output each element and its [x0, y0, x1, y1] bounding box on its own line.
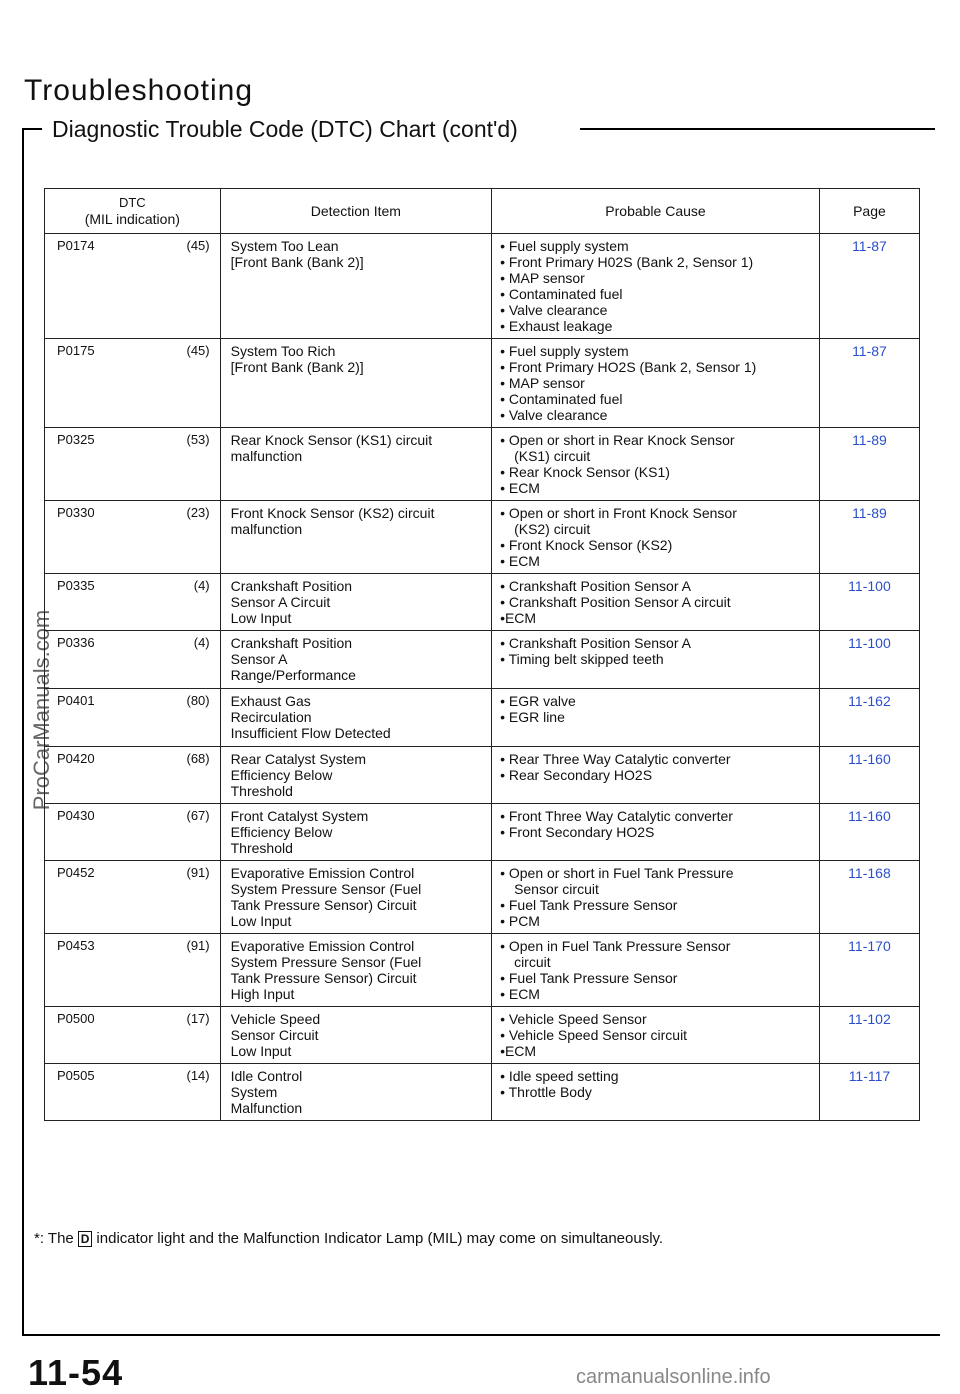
table-row	[45, 234, 920, 339]
probable-cause-line: • Vehicle Speed Sensor circuit	[500, 1027, 688, 1043]
detection-item-line: malfunction	[230, 448, 303, 464]
detection-item-cell	[220, 234, 491, 339]
probable-cause-line: • Contaminated fuel	[500, 391, 623, 407]
probable-cause-line: • Vehicle Speed Sensor	[500, 1011, 647, 1027]
probable-cause-line: • Fuel supply system	[500, 238, 629, 254]
detection-item-line: Tank Pressure Sensor) Circuit	[230, 970, 417, 986]
probable-cause-line: • Crankshaft Position Sensor A	[500, 635, 691, 651]
detection-item-line: Sensor A Circuit	[230, 594, 331, 610]
probable-cause-line: • Contaminated fuel	[500, 286, 623, 302]
dtc-code: P0335	[57, 578, 95, 593]
table-row	[45, 1064, 920, 1121]
table-header-row	[45, 189, 920, 234]
page-reference: 11-89	[819, 501, 919, 574]
dtc-code: P0452	[57, 865, 95, 880]
page-title: Troubleshooting	[24, 74, 254, 107]
page-reference: 11-162	[819, 689, 919, 747]
mil-indication: (17)	[186, 1011, 210, 1026]
probable-cause-line: • Crankshaft Position Sensor A	[500, 578, 691, 594]
detection-item-cell	[220, 747, 491, 804]
detection-item-line: System Too Rich	[230, 343, 336, 359]
probable-cause-line: • EGR line	[500, 709, 565, 725]
detection-item-cell	[220, 339, 491, 428]
frame-bottom-rule	[22, 1334, 940, 1336]
subtitle-rule-right	[580, 128, 935, 130]
probable-cause-line: circuit	[514, 954, 551, 970]
dtc-code: P0401	[57, 693, 95, 708]
page-reference: 11-87	[819, 339, 919, 428]
page-reference: 11-170	[819, 934, 919, 1007]
probable-cause-line: • Rear Knock Sensor (KS1)	[500, 464, 670, 480]
detection-item-line: Efficiency Below	[230, 824, 333, 840]
probable-cause-cell	[492, 1064, 820, 1121]
probable-cause-cell	[492, 747, 820, 804]
dtc-code-cell	[45, 934, 221, 1007]
probable-cause-line: • ECM	[500, 480, 540, 496]
detection-item-line: Sensor A	[230, 651, 288, 667]
probable-cause-line: Sensor circuit	[514, 881, 599, 897]
mil-indication: (14)	[186, 1068, 210, 1083]
header-cause: Probable Cause	[492, 189, 820, 234]
detection-item-line: Low Input	[230, 1043, 292, 1059]
probable-cause-line: • EGR valve	[500, 693, 576, 709]
mil-indication: (91)	[186, 938, 210, 953]
table-row	[45, 747, 920, 804]
detection-item-line: High Input	[230, 986, 295, 1002]
probable-cause-line: • Valve clearance	[500, 302, 608, 318]
probable-cause-line: • Valve clearance	[500, 407, 608, 423]
dtc-code: P0330	[57, 505, 95, 520]
detection-item-line: Crankshaft Position	[230, 578, 353, 594]
detection-item-line: System Pressure Sensor (Fuel	[230, 954, 422, 970]
page-reference: 11-160	[819, 804, 919, 861]
table-row	[45, 501, 920, 574]
probable-cause-cell	[492, 689, 820, 747]
probable-cause-line: • Rear Secondary HO2S	[500, 767, 653, 783]
detection-item-line: System Pressure Sensor (Fuel	[230, 881, 422, 897]
table-row	[45, 339, 920, 428]
mil-indication: (53)	[186, 432, 210, 447]
mil-indication: (23)	[186, 505, 210, 520]
table-row	[45, 861, 920, 934]
probable-cause-line: • Open in Fuel Tank Pressure Sensor	[500, 938, 731, 954]
probable-cause-line: • Front Knock Sensor (KS2)	[500, 537, 673, 553]
detection-item-line: Front Knock Sensor (KS2) circuit	[230, 505, 435, 521]
table-row	[45, 689, 920, 747]
page-reference: 11-102	[819, 1007, 919, 1064]
footnote: *: The D indicator light and the Malfunction Indicator Lamp (MIL) may come on simultaneously.	[34, 1230, 664, 1247]
probable-cause-line: • Front Primary HO2S (Bank 2, Sensor 1)	[500, 359, 757, 375]
probable-cause-line: • Front Secondary HO2S	[500, 824, 655, 840]
page-number: 11-54	[28, 1352, 124, 1393]
watermark-bottom: carmanualsonline.info	[576, 1366, 771, 1388]
probable-cause-line: • MAP sensor	[500, 375, 585, 391]
dtc-code-cell	[45, 428, 221, 501]
detection-item-line: Exhaust Gas	[230, 693, 311, 709]
page-reference: 11-160	[819, 747, 919, 804]
detection-item-line: Evaporative Emission Control	[230, 865, 415, 881]
detection-item-line: malfunction	[230, 521, 303, 537]
dtc-code-cell	[45, 804, 221, 861]
dtc-code-cell	[45, 861, 221, 934]
probable-cause-line: • PCM	[500, 913, 540, 929]
probable-cause-cell	[492, 934, 820, 1007]
detection-item-line: Low Input	[230, 913, 292, 929]
detection-item-line: Threshold	[230, 783, 293, 799]
probable-cause-line: • Front Three Way Catalytic converter	[500, 808, 733, 824]
dtc-code: P0325	[57, 432, 95, 447]
probable-cause-line: • Crankshaft Position Sensor A circuit	[500, 594, 731, 610]
mil-indication: (45)	[186, 238, 210, 253]
page-reference: 11-89	[819, 428, 919, 501]
detection-item-line: Low Input	[230, 610, 292, 626]
dtc-code: P0453	[57, 938, 95, 953]
detection-item-line: Idle Control	[230, 1068, 303, 1084]
page-reference: 11-100	[819, 631, 919, 689]
probable-cause-line: • Throttle Body	[500, 1084, 592, 1100]
table-row	[45, 1007, 920, 1064]
detection-item-cell	[220, 428, 491, 501]
detection-item-cell	[220, 1064, 491, 1121]
probable-cause-line: • Front Primary H02S (Bank 2, Sensor 1)	[500, 254, 754, 270]
probable-cause-line: • Idle speed setting	[500, 1068, 619, 1084]
detection-item-line: Rear Knock Sensor (KS1) circuit	[230, 432, 433, 448]
probable-cause-line: • MAP sensor	[500, 270, 585, 286]
dtc-code: P0175	[57, 343, 95, 358]
probable-cause-line: • ECM	[500, 553, 540, 569]
dtc-code: P0430	[57, 808, 95, 823]
probable-cause-cell	[492, 804, 820, 861]
detection-item-line: Crankshaft Position	[230, 635, 353, 651]
probable-cause-line: • Fuel supply system	[500, 343, 629, 359]
probable-cause-line: (KS1) circuit	[514, 448, 591, 464]
probable-cause-cell	[492, 234, 820, 339]
dtc-code: P0174	[57, 238, 95, 253]
detection-item-line: Evaporative Emission Control	[230, 938, 415, 954]
header-page: Page	[819, 189, 919, 234]
probable-cause-line: • Fuel Tank Pressure Sensor	[500, 897, 678, 913]
probable-cause-line: • Fuel Tank Pressure Sensor	[500, 970, 678, 986]
page-reference: 11-100	[819, 574, 919, 631]
detection-item-cell	[220, 689, 491, 747]
section-subtitle: Diagnostic Trouble Code (DTC) Chart (cont'd)	[52, 116, 518, 142]
watermark-left: ProCarManuals.com	[29, 609, 54, 811]
dtc-code-cell	[45, 631, 221, 689]
probable-cause-line: • Open or short in Front Knock Sensor	[500, 505, 737, 521]
detection-item-line: Rear Catalyst System	[230, 751, 366, 767]
detection-item-line: Tank Pressure Sensor) Circuit	[230, 897, 417, 913]
detection-item-cell	[220, 631, 491, 689]
dtc-code-cell	[45, 574, 221, 631]
dtc-code-cell	[45, 1007, 221, 1064]
table-row	[45, 574, 920, 631]
detection-item-cell	[220, 861, 491, 934]
table-row	[45, 934, 920, 1007]
probable-cause-cell	[492, 1007, 820, 1064]
dtc-code-cell	[45, 689, 221, 747]
mil-indication: (80)	[186, 693, 210, 708]
dtc-code: P0420	[57, 751, 95, 766]
detection-item-line: Front Catalyst System	[230, 808, 369, 824]
probable-cause-cell	[492, 861, 820, 934]
detection-item-cell	[220, 1007, 491, 1064]
probable-cause-line: • Exhaust leakage	[500, 318, 613, 334]
dtc-code: P0336	[57, 635, 95, 650]
detection-item-cell	[220, 574, 491, 631]
detection-item-line: Threshold	[230, 840, 293, 856]
subtitle-rule-left	[22, 128, 42, 130]
detection-item-line: Malfunction	[230, 1100, 303, 1116]
table-row	[45, 804, 920, 861]
detection-item-line: [Front Bank (Bank 2)]	[230, 254, 364, 270]
d-indicator-icon: D	[78, 1231, 93, 1247]
dtc-code-cell	[45, 339, 221, 428]
probable-cause-line: • Open or short in Rear Knock Sensor	[500, 432, 735, 448]
probable-cause-line: (KS2) circuit	[514, 521, 591, 537]
page-reference: 11-117	[819, 1064, 919, 1121]
probable-cause-line: •ECM	[500, 610, 537, 626]
detection-item-line: Sensor Circuit	[230, 1027, 319, 1043]
detection-item-line: Vehicle Speed	[230, 1011, 321, 1027]
probable-cause-line: • ECM	[500, 986, 540, 1002]
mil-indication: (67)	[186, 808, 210, 823]
detection-item-cell	[220, 501, 491, 574]
detection-item-line: Range/Performance	[230, 667, 356, 683]
probable-cause-cell	[492, 631, 820, 689]
detection-item-line: Efficiency Below	[230, 767, 333, 783]
probable-cause-cell	[492, 428, 820, 501]
probable-cause-line: • Open or short in Fuel Tank Pressure	[500, 865, 734, 881]
dtc-code: P0505	[57, 1068, 95, 1083]
probable-cause-cell	[492, 574, 820, 631]
table-row	[45, 631, 920, 689]
dtc-code-cell	[45, 501, 221, 574]
detection-item-line: System	[230, 1084, 278, 1100]
probable-cause-line: •ECM	[500, 1043, 537, 1059]
dtc-code-cell	[45, 234, 221, 339]
probable-cause-line: • Rear Three Way Catalytic converter	[500, 751, 731, 767]
header-dtc: DTC (MIL indication)	[45, 189, 221, 234]
dtc-table	[44, 188, 920, 1121]
probable-cause-cell	[492, 501, 820, 574]
header-detection: Detection Item	[220, 189, 491, 234]
detection-item-cell	[220, 804, 491, 861]
page-reference: 11-168	[819, 861, 919, 934]
dtc-code: P0500	[57, 1011, 95, 1026]
dtc-code-cell	[45, 1064, 221, 1121]
mil-indication: (4)	[193, 578, 210, 593]
mil-indication: (91)	[186, 865, 210, 880]
mil-indication: (4)	[193, 635, 210, 650]
probable-cause-line: • Timing belt skipped teeth	[500, 651, 664, 667]
detection-item-line: System Too Lean	[230, 238, 339, 254]
mil-indication: (45)	[186, 343, 210, 358]
table-row	[45, 428, 920, 501]
probable-cause-cell	[492, 339, 820, 428]
detection-item-cell	[220, 934, 491, 1007]
page-reference: 11-87	[819, 234, 919, 339]
detection-item-line: [Front Bank (Bank 2)]	[230, 359, 364, 375]
detection-item-line: Recirculation	[230, 709, 312, 725]
detection-item-line: Insufficient Flow Detected	[230, 725, 391, 741]
dtc-code-cell	[45, 747, 221, 804]
mil-indication: (68)	[186, 751, 210, 766]
